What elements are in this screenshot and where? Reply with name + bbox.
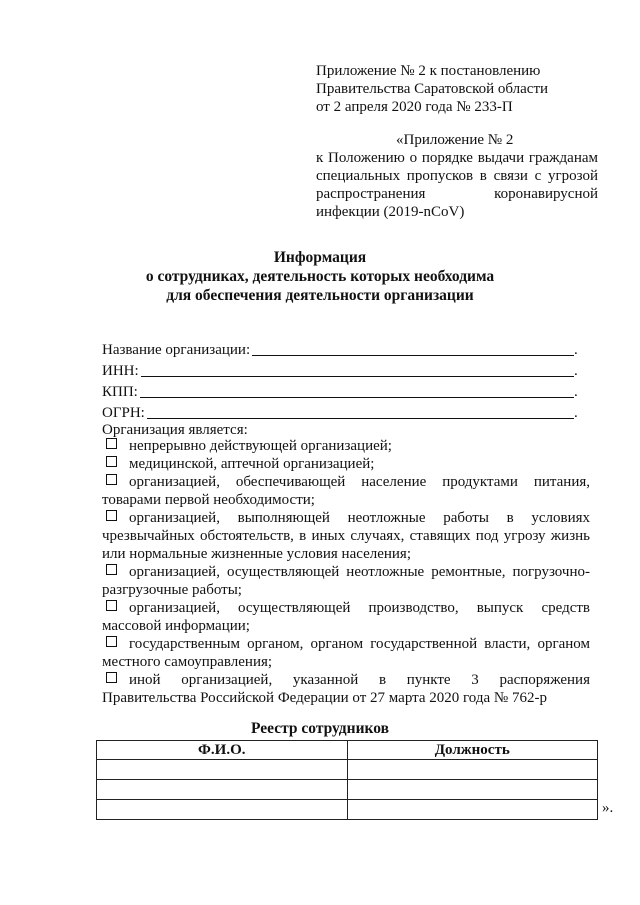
sub-appendix-first-line: «Приложение № 2: [396, 132, 514, 148]
checkbox[interactable]: [106, 438, 117, 449]
option-item: [102, 455, 590, 473]
appendix-line-3: от 2 апреля 2020 года № 233-П: [316, 99, 513, 115]
title-line-1: Информация: [273, 249, 367, 266]
kpp-dot: .: [574, 384, 578, 400]
appendix-line-2: Правительства Саратовской области: [316, 81, 549, 97]
option-item: [102, 599, 590, 635]
inn-row: [102, 360, 580, 381]
table-row: [97, 760, 598, 780]
table-row: [97, 780, 598, 800]
ogrn-row: [102, 402, 580, 423]
inn-label: ИНН:: [102, 363, 139, 379]
inn-dot: .: [574, 363, 578, 379]
option-text: государственным органом, органом государственной власти, органом: [129, 636, 590, 652]
option-text: непрерывно действующей организацией;: [129, 438, 392, 454]
column-header-fio: Ф.И.О.: [97, 741, 348, 760]
option-text-continued: Правительства Российской Федерации от 27 марта 2020 года № 762-р: [102, 690, 547, 706]
kpp-label: КПП:: [102, 384, 138, 400]
employee-register-table: [96, 740, 598, 820]
checkbox[interactable]: [106, 510, 117, 521]
column-header-position: Должность: [347, 741, 598, 760]
document-title: [0, 248, 640, 305]
organization-fields: [102, 339, 580, 423]
option-text-continued: чрезвычайных обстоятельств, в иных случаях, ставящих под угрозу жизнь или нормальные жизненные условия населения;: [102, 528, 590, 562]
table-cell-fio[interactable]: [97, 780, 348, 800]
ogrn-dot: .: [574, 405, 578, 421]
org-name-dot: .: [574, 342, 578, 358]
inn-field[interactable]: [141, 376, 574, 377]
option-item: [102, 437, 590, 455]
table-cell-position[interactable]: [347, 800, 598, 820]
appendix-header: [316, 62, 598, 116]
title-line-2: о сотрудниках, деятельность которых необходима: [145, 268, 495, 285]
sub-appendix-body: к Положению о порядке выдачи гражданам специальных пропусков в связи с угрозой распространения коронавирусной инфекции (2019-nCoV): [316, 150, 598, 220]
checkbox[interactable]: [106, 456, 117, 467]
table-cell-fio[interactable]: [97, 800, 348, 820]
option-text-continued: разгрузочные работы;: [102, 582, 242, 598]
ogrn-label: ОГРН:: [102, 405, 145, 421]
option-text: организацией, выполняющей неотложные работы в условиях: [129, 510, 590, 526]
option-text-continued: массовой информации;: [102, 618, 250, 634]
org-name-row: [102, 339, 580, 360]
org-name-label: Название организации:: [102, 342, 251, 358]
appendix-line-1: Приложение № 2 к постановлению: [316, 63, 541, 79]
option-text-continued: местного самоуправления;: [102, 654, 273, 670]
closing-quote-mark: ».: [602, 800, 614, 816]
org-type-label: Организация является:: [102, 422, 248, 438]
org-type-options: [102, 437, 590, 707]
option-text: организацией, обеспечивающей население продуктами питания,: [129, 474, 590, 490]
table-cell-position[interactable]: [347, 760, 598, 780]
option-text-continued: товарами первой необходимости;: [102, 492, 315, 508]
checkbox[interactable]: [106, 474, 117, 485]
table-cell-fio[interactable]: [97, 760, 348, 780]
option-item: [102, 509, 590, 563]
table-row: [97, 800, 598, 820]
title-line-3: для обеспечения деятельности организации: [166, 287, 474, 304]
kpp-row: [102, 381, 580, 402]
option-item: [102, 635, 590, 671]
table-cell-position[interactable]: [347, 780, 598, 800]
table-header-row: [97, 741, 598, 760]
option-text: иной организацией, указанной в пункте 3 распоряжения: [129, 672, 590, 688]
option-item: [102, 671, 590, 707]
checkbox[interactable]: [106, 600, 117, 611]
checkbox[interactable]: [106, 672, 117, 683]
option-text: медицинской, аптечной организацией;: [129, 456, 375, 472]
checkbox[interactable]: [106, 636, 117, 647]
ogrn-field[interactable]: [147, 418, 574, 419]
kpp-field[interactable]: [140, 397, 574, 398]
option-text: организацией, осуществляющей производство, выпуск средств: [129, 600, 590, 616]
option-text: организацией, осуществляющей неотложные ремонтные, погрузочно-: [129, 564, 590, 580]
sub-appendix-header: [316, 131, 598, 221]
checkbox[interactable]: [106, 564, 117, 575]
option-item: [102, 563, 590, 599]
option-item: [102, 473, 590, 509]
org-name-field[interactable]: [252, 355, 574, 356]
register-title: Реестр сотрудников: [251, 720, 389, 737]
